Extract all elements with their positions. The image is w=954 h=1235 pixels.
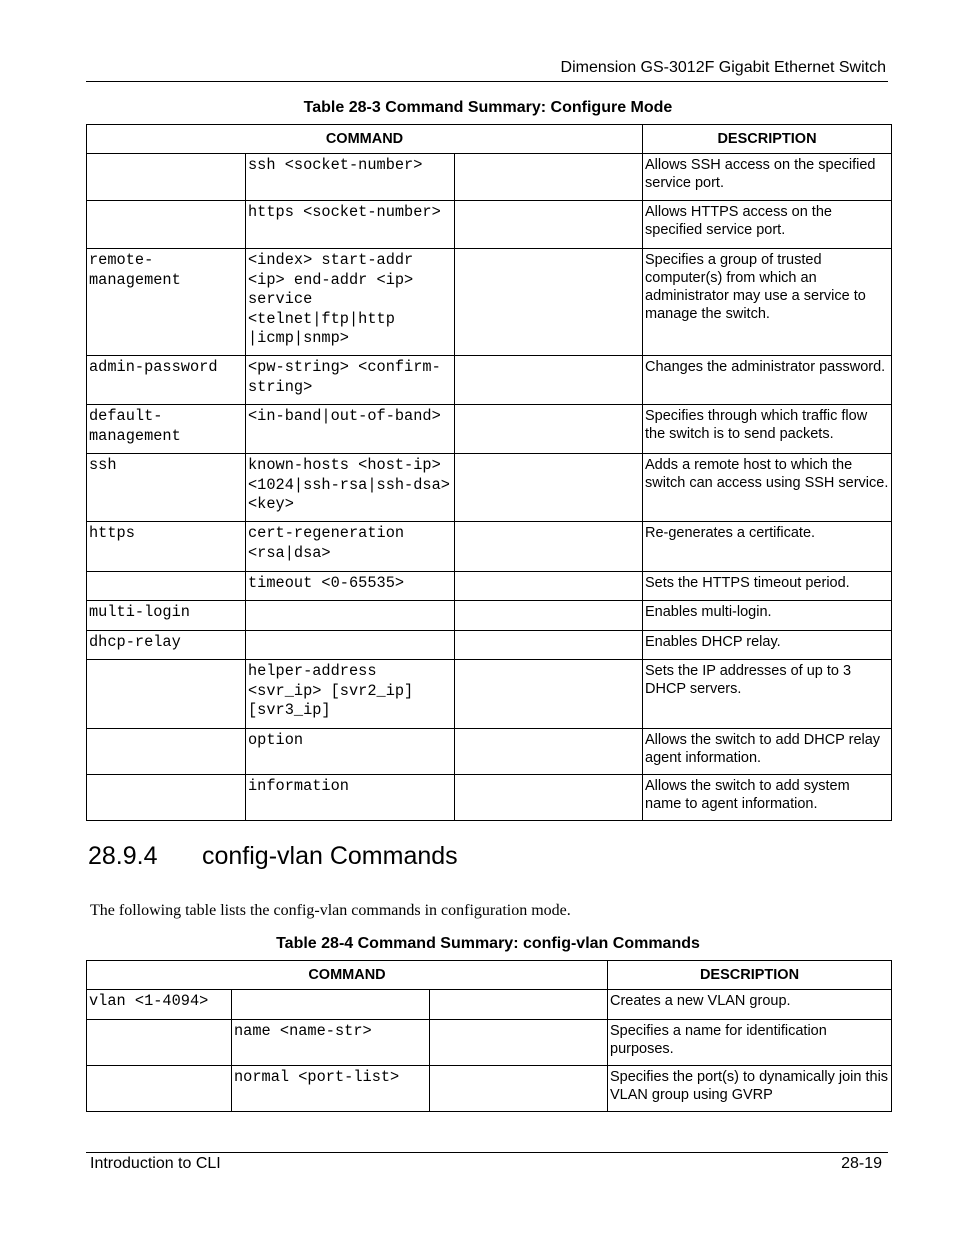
description-cell: Allows the switch to add system name to agent information.	[643, 775, 892, 821]
command-cell	[87, 1066, 232, 1112]
command-cell	[87, 1020, 232, 1066]
argument-cell: <in-band|out-of-band>	[246, 405, 455, 454]
footer-chapter: Introduction to CLI	[90, 1155, 221, 1172]
footer-divider	[86, 1152, 888, 1153]
table-row	[87, 356, 892, 405]
running-header: Dimension GS-3012F Gigabit Ethernet Switch	[560, 59, 886, 76]
option-cell	[455, 572, 643, 601]
command-cell: multi-login	[87, 601, 246, 631]
command-cell: ssh	[87, 454, 246, 522]
table-row	[87, 1066, 892, 1112]
table-row	[87, 454, 892, 522]
column-header-command: COMMAND	[87, 961, 608, 990]
argument-cell	[232, 990, 430, 1020]
table-row	[87, 405, 892, 454]
argument-cell: normal <port-list>	[232, 1066, 430, 1112]
option-cell	[455, 356, 643, 405]
description-cell: Allows SSH access on the specified service port.	[643, 154, 892, 201]
option-cell	[455, 154, 643, 201]
description-cell: Allows the switch to add DHCP relay agent information.	[643, 729, 892, 775]
option-cell	[455, 729, 643, 775]
column-header-description: DESCRIPTION	[608, 961, 892, 990]
command-cell: dhcp-relay	[87, 631, 246, 660]
configure-mode-table	[86, 124, 892, 821]
command-cell: vlan <1-4094>	[87, 990, 232, 1020]
description-cell: Enables multi-login.	[643, 601, 892, 631]
argument-cell	[246, 631, 455, 660]
argument-cell: known-hosts <host-ip> <1024|ssh-rsa|ssh-dsa> <key>	[246, 454, 455, 522]
table-row	[87, 249, 892, 356]
command-cell: https	[87, 522, 246, 572]
table-row	[87, 990, 892, 1020]
argument-cell: timeout <0-65535>	[246, 572, 455, 601]
command-cell: default-management	[87, 405, 246, 454]
description-cell: Allows HTTPS access on the specified service port.	[643, 201, 892, 249]
command-cell	[87, 729, 246, 775]
argument-cell: ssh <socket-number>	[246, 154, 455, 201]
table-row	[87, 572, 892, 601]
table-row	[87, 729, 892, 775]
table-row	[87, 601, 892, 631]
command-cell: admin-password	[87, 356, 246, 405]
option-cell	[455, 631, 643, 660]
command-cell	[87, 775, 246, 821]
option-cell	[455, 201, 643, 249]
column-header-description: DESCRIPTION	[643, 125, 892, 154]
option-cell	[455, 249, 643, 356]
description-cell: Sets the HTTPS timeout period.	[643, 572, 892, 601]
description-cell: Enables DHCP relay.	[643, 631, 892, 660]
description-cell: Specifies a group of trusted computer(s) from which an administrator may use a service to manage the switch.	[643, 249, 892, 356]
table-row	[87, 660, 892, 729]
table-row	[87, 201, 892, 249]
argument-cell: https <socket-number>	[246, 201, 455, 249]
description-cell: Adds a remote host to which the switch can access using SSH service.	[643, 454, 892, 522]
argument-cell: name <name-str>	[232, 1020, 430, 1066]
table-row	[87, 154, 892, 201]
description-cell: Re-generates a certificate.	[643, 522, 892, 572]
option-cell	[455, 660, 643, 729]
table-caption: Table 28-3 Command Summary: Configure Mode	[303, 99, 673, 116]
argument-cell: cert-regeneration <rsa|dsa>	[246, 522, 455, 572]
option-cell	[455, 405, 643, 454]
argument-cell	[246, 601, 455, 631]
option-cell	[455, 454, 643, 522]
argument-cell: <index> start-addr <ip> end-addr <ip> service <telnet|ftp|http |icmp|snmp>	[246, 249, 455, 356]
command-cell	[87, 572, 246, 601]
config-vlan-table	[86, 960, 892, 1112]
argument-cell: helper-address <svr_ip> [svr2_ip] [svr3_ip]	[246, 660, 455, 729]
command-cell	[87, 154, 246, 201]
option-cell	[430, 990, 608, 1020]
section-number: 28.9.4	[88, 842, 158, 870]
option-cell	[430, 1066, 608, 1112]
command-cell	[87, 201, 246, 249]
table-caption: Table 28-4 Command Summary: config-vlan Commands	[276, 935, 700, 952]
intro-paragraph: The following table lists the config-vlan commands in configuration mode.	[90, 902, 571, 919]
description-cell: Specifies the port(s) to dynamically join this VLAN group using GVRP	[608, 1066, 892, 1112]
header-divider	[86, 81, 888, 82]
page-number: 28-19	[841, 1155, 882, 1172]
option-cell	[455, 601, 643, 631]
table-row	[87, 522, 892, 572]
section-title: config-vlan Commands	[202, 842, 458, 870]
description-cell: Creates a new VLAN group.	[608, 990, 892, 1020]
command-cell	[87, 660, 246, 729]
section-heading	[88, 842, 458, 871]
description-cell: Sets the IP addresses of up to 3 DHCP servers.	[643, 660, 892, 729]
table-row	[87, 631, 892, 660]
argument-cell: <pw-string> <confirm-string>	[246, 356, 455, 405]
option-cell	[455, 522, 643, 572]
description-cell: Specifies a name for identification purposes.	[608, 1020, 892, 1066]
table-row	[87, 1020, 892, 1066]
argument-cell: information	[246, 775, 455, 821]
command-cell: remote-management	[87, 249, 246, 356]
description-cell: Specifies through which traffic flow the switch is to send packets.	[643, 405, 892, 454]
table-row	[87, 775, 892, 821]
description-cell: Changes the administrator password.	[643, 356, 892, 405]
option-cell	[455, 775, 643, 821]
argument-cell: option	[246, 729, 455, 775]
option-cell	[430, 1020, 608, 1066]
column-header-command: COMMAND	[87, 125, 643, 154]
